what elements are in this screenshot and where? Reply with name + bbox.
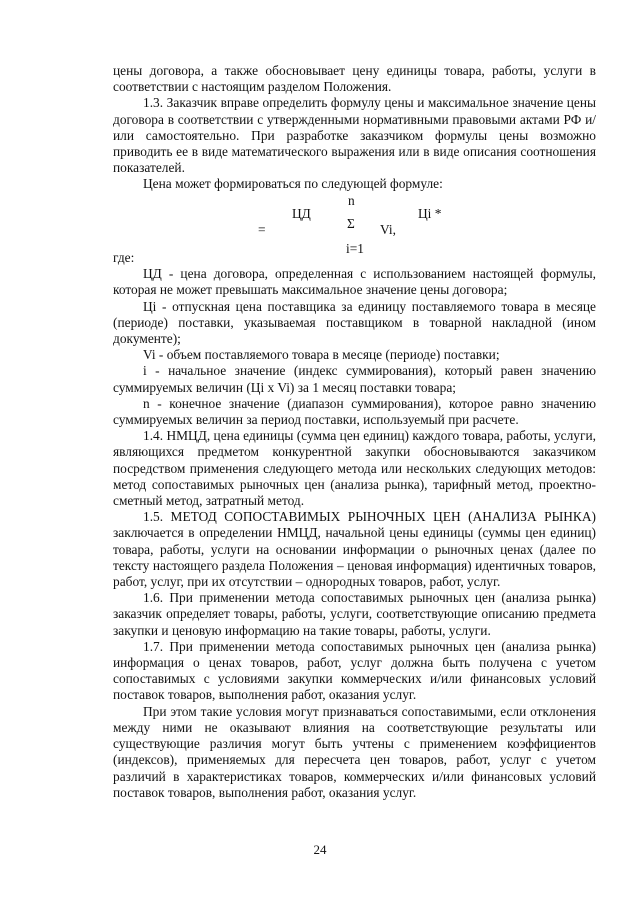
text-block-top <box>113 63 596 193</box>
paragraph-where: где: <box>113 250 135 265</box>
formula-equals: = <box>258 222 266 237</box>
paragraph-1-7: 1.7. При применении метода сопоставимых рыночных цен (анализа рынка) информация о ценах товаров, работ, услуг должна быть получена с учетом сопоставимых с условиями закупки коммерческих и/или финансовых условий поставок товаров, выполнения работ, оказания услуг. <box>113 638 596 703</box>
formula-upper-limit: n <box>348 193 355 208</box>
paragraph-formula-intro: Цена может формироваться по следующей формуле: <box>143 176 443 192</box>
paragraph-1-5: 1.5. МЕТОД СОПОСТАВИМЫХ РЫНОЧНЫХ ЦЕН (АНАЛИЗА РЫНКА) заключается в определении НМЦД, начальной цены единицы (суммы цен единиц) товара, работы, услуги на основании информации о рыночных ценах (далее по тексту настоящего раздела Положения – ценовая информация) идентичных товаров, работ, услуг, при их отсутствии – однородных товаров, работ, услуг. <box>113 509 596 590</box>
definition-i: i - начальное значение (индекс суммирования), который равен значению суммируемых величин (Цi x Vi) за 1 месяц поставки товара; <box>113 363 596 395</box>
formula-price-term: Цi * <box>418 206 442 221</box>
paragraph-1-3: 1.3. Заказчик вправе определить формулу цены и максимальное значение цены договора в соответствии с утвержденными нормативными правовыми актами РФ и/или самостоятельно. При разработке заказчиком формулы цены возможно приводить ее в виде математического выражения или в виде описания соотношения показателей. <box>113 95 596 176</box>
paragraph-continuation: цены договора, а также обосновывает цену единицы товара, работы, услуги в соответствии с настоящим разделом Положения. <box>113 63 596 95</box>
paragraph-1-6: 1.6. При применении метода сопоставимых рыночных цен (анализа рынка) заказчик определяет товары, работы, услуги, соответствующие описанию предмета закупки и ценовую информацию на такие товары, работы, услуги. <box>113 590 596 638</box>
formula-lower-limit: i=1 <box>346 241 364 256</box>
text-block-bottom <box>113 250 596 801</box>
formula-volume-term: Vi, <box>380 222 396 237</box>
formula-sigma: Σ <box>347 216 355 231</box>
formula-lhs: ЦД <box>292 206 311 221</box>
definition-ci: Цi - отпускная цена поставщика за единицу поставляемого товара в месяце (периоде) поставки, указываемая поставщиком в товарной накладной (ином документе); <box>113 298 596 347</box>
paragraph-conditions: При этом такие условия могут признаваться сопоставимыми, если отклонения между ними не оказывают влияния на соответствующие результаты или существующие различия могут быть учтены с применением коэффициентов (индексов), применяемых для пересчета цен товаров, работ, услуг с учетом различий в характеристиках товаров, коммерческих и/или финансовых условий поставок товаров, выполнения работ, оказания услуг. <box>113 703 596 800</box>
definition-vi: Vi - объем поставляемого товара в месяце (периоде) поставки; <box>143 347 500 363</box>
paragraph-1-4: 1.4. НМЦД, цена единицы (сумма цен единиц) каждого товара, работы, услуги, являющихся предметом конкурентной закупки обосновываются заказчиком посредством применения следующего метода или нескольких следующих методов: метод сопоставимых рыночных цен (анализа рынка), тарифный метод, проектно-сметный метод, затратный метод. <box>113 428 596 509</box>
definition-n: n - конечное значение (диапазон суммирования), которое равно значению суммируемых величин за период поставки, используемый при расчете. <box>113 395 596 428</box>
page-number: 24 <box>313 842 327 857</box>
definition-cd: ЦД - цена договора, определенная с использованием настоящей формулы, которая не может превышать максимальное значение цены договора; <box>113 266 596 298</box>
